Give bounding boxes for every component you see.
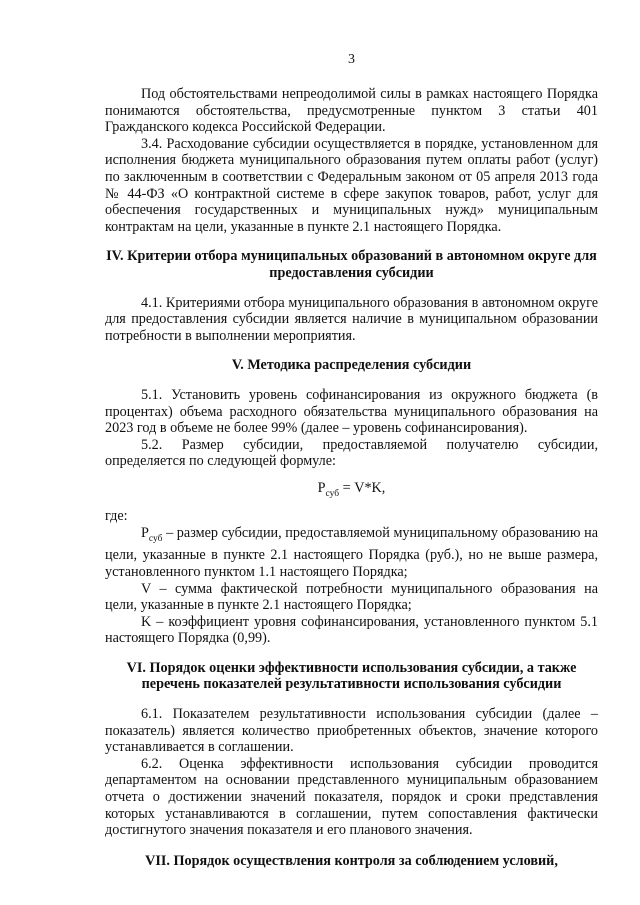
page-number: 3 [348,52,355,67]
paragraph-6-2: 6.2. Оценка эффективности использования субсидии проводится департаментом на основании представленного муниципальным образованием отчета о достижении значений показателя, порядок и сроки представления которых устанавливаются в соглашении, путем сопоставления фактически достигнутого значения показателя и его планового значения. [105,755,598,839]
formula-subscript: суб [325,488,340,499]
section-4-heading: IV. Критерии отбора муниципальных образований в автономном округе для предоставления субсидии [106,248,597,281]
section-5-heading: V. Методика распределения субсидии [231,357,472,374]
definition-v: V – сумма фактической потребности муниципального образования на цели, указанные в пункте 2.1 настоящего Порядка; [105,580,598,614]
def-symbol-p: P [141,524,149,541]
paragraph-3-4: 3.4. Расходование субсидии осуществляется в порядке, установленном для исполнения бюджета муниципального образования путем оплаты работ (услуг) по заключенным в соответствии с Федеральным законом от 05 апреля 2013 года № 44-ФЗ «О контрактной системе в сфере закупок товаров, работ, услуг для обеспечения государственных и муниципальных нужд» муниципальным контрактам на цели, указанные в пункте 2.1 настоящего Порядка. [105,135,598,235]
force-majeure-paragraph: Под обстоятельствами непреодолимой силы в рамках настоящего Порядка понимаются обстоятельства, предусмотренные пунктом 3 статьи 401 Гражданского кодекса Российской Федерации. [105,86,598,136]
section-6-heading: VI. Порядок оценки эффективности использования субсидии, а также перечень показателей результативности использования субсидии [126,659,577,693]
formula-expression: = V*K, [339,479,386,496]
definition-p-sub [105,525,598,581]
def-p-text: – размер субсидии, предоставляемой муниципальному образованию на цели, указанные в пункте 2.1 настоящего Порядка (руб.), но не выше размера, установленного пунктом 1.1 настоящего Порядка; [105,524,598,580]
subsidy-formula [105,480,598,502]
section-7-heading: VII. Порядок осуществления контроля за соблюдением условий, [145,852,558,869]
formula-symbol-p: P [317,479,326,496]
paragraph-5-1: 5.1. Установить уровень софинансирования из окружного бюджета (в процентах) объема расходного обязательства муниципального образования на 2023 год в объеме не более 99% (далее – уровень софинансирования). [105,386,598,437]
definition-k: K – коэффициент уровня софинансирования, установленного пунктом 5.1 настоящего Порядка (0,99). [105,613,598,647]
paragraph-4-1: 4.1. Критериями отбора муниципального образования в автономном округе для предоставления субсидии является наличие в муниципальном образовании потребности в выполнении мероприятия. [105,294,598,344]
paragraph-6-1: 6.1. Показателем результативности использования субсидии (далее – показатель) является количество приобретенных объектов, значение которого устанавливается в соглашении. [105,706,598,756]
where-label: где: [105,508,128,525]
def-subscript: суб [148,533,163,544]
paragraph-5-2: 5.2. Размер субсидии, предоставляемой получателю субсидии, определяется по следующей формуле: [105,436,598,470]
